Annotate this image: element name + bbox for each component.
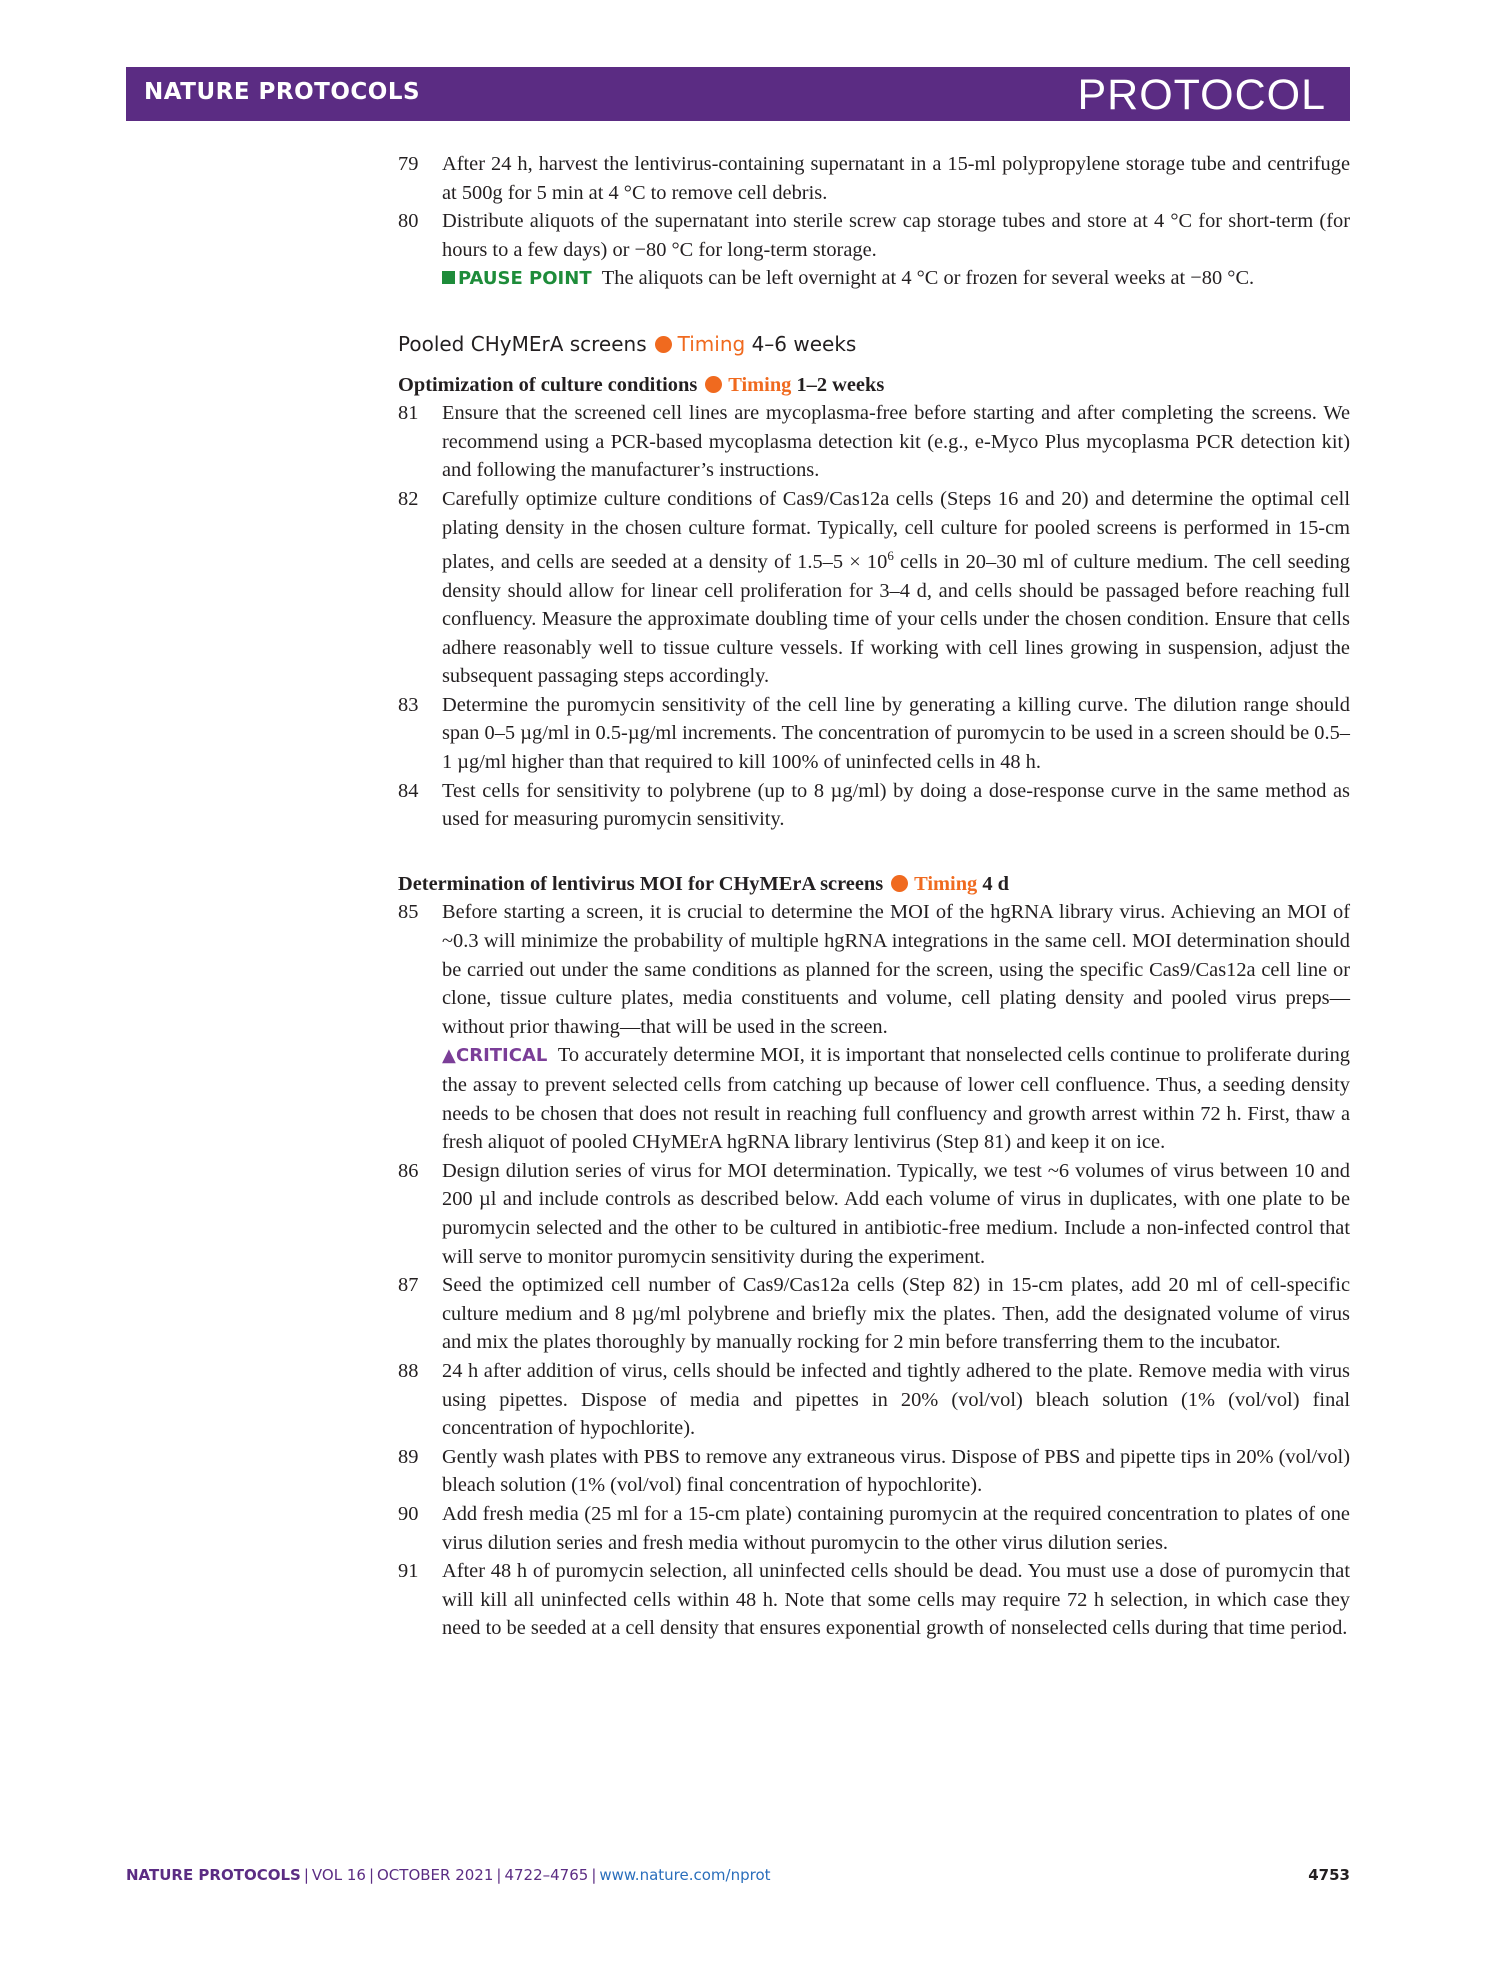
timing-value: 4 d: [982, 872, 1009, 895]
section-heading-pooled-screens: [398, 330, 1350, 359]
footer-pages: 4722–4765: [504, 1866, 589, 1884]
timing-dot-icon: [655, 336, 672, 353]
step-text: Before starting a screen, it is crucial to determine the MOI of the hgRNA library virus. Achieving an MOI of ~0.3 will minimize the probability of multiple hgRNA integrations in the same cell. MOI determination should be carried out under the same conditions as planned for the screen, using the specific Cas9/Cas12a cell line or clone, tissue culture plates, media constituents and volume, cell plating density and pooled virus preps—without prior thawing—that will be used in the screen.: [442, 901, 1350, 1038]
pause-point-label: PAUSE POINT: [458, 268, 592, 290]
step-80: [398, 207, 1350, 264]
timing-label: Timing: [677, 331, 746, 356]
step-text: Design dilution series of virus for MOI determination. Typically, we test ~6 volumes of virus between 10 and 200 µl and include controls as described below. Add each volume of virus in duplicates, with one plate to be puromycin selected and the other to be cultured in antibiotic-free medium. Include a non-infected control that will serve to monitor puromycin sensitivity during the experiment.: [442, 1159, 1350, 1268]
step-87: [398, 1271, 1350, 1357]
step-89: [398, 1443, 1350, 1500]
critical-triangle-icon: ▲: [442, 1045, 456, 1067]
pause-point-flag: [442, 268, 592, 289]
step-text: Gently wash plates with PBS to remove any extraneous virus. Dispose of PBS and pipette tips in 20% (vol/vol) bleach solution (1% (vol/vol) final concentration of hypochlorite).: [442, 1445, 1350, 1497]
step-number: 84: [398, 779, 419, 802]
step-text: Add fresh media (25 ml for a 15-cm plate) containing puromycin at the required concentration to plates of one virus dilution series and fresh media without puromycin to the other virus dilution series.: [442, 1502, 1350, 1554]
article-type: PROTOCOL: [1077, 71, 1326, 119]
step-number: 80: [398, 210, 419, 233]
step-number: 81: [398, 402, 419, 425]
footer-date: OCTOBER 2021: [377, 1866, 494, 1884]
step-text: Test cells for sensitivity to polybrene (up to 8 µg/ml) by doing a dose-response curve in the same method as used for measuring puromycin sensitivity.: [442, 779, 1350, 831]
step-text: Ensure that the screened cell lines are mycoplasma-free before starting and after completing the screens. We recommend using a PCR-based mycoplasma detection kit (e.g., e-Myco Plus mycoplasma PCR detection kit) and following the manufacturer’s instructions.: [442, 402, 1350, 482]
footer-citation: [126, 1866, 771, 1884]
step-86: [398, 1157, 1350, 1271]
step-90: [398, 1500, 1350, 1557]
step-text: After 24 h, harvest the lentivirus-containing supernatant in a 15-ml polypropylene storage tube and centrifuge at 500g for 5 min at 4 °C to remove cell debris.: [442, 153, 1350, 204]
step-number: 79: [398, 153, 419, 175]
step-83: [398, 691, 1350, 777]
step-82: [398, 485, 1350, 691]
step-84: [398, 777, 1350, 834]
step-number: 89: [398, 1445, 419, 1468]
step-text: 24 h after addition of virus, cells should be infected and tightly adhered to the plate. Remove media with virus using pipettes. Dispose of media and pipettes in 20% (vol/vol) bleach solution (1% (vol/vol) final concentration of hypochlorite).: [442, 1359, 1350, 1440]
page-footer: [126, 1866, 1350, 1884]
step-91: [398, 1557, 1350, 1643]
footer-separator: |: [303, 1866, 309, 1884]
subsection-title: Determination of lentivirus MOI for CHyMErA screens: [398, 872, 884, 895]
timing-dot-icon: [705, 376, 722, 393]
footer-separator: |: [368, 1866, 374, 1884]
step-85: [398, 898, 1350, 1041]
journal-header-banner: [126, 67, 1350, 121]
step-number: 85: [398, 901, 419, 924]
page-number: 4753: [1308, 1866, 1350, 1884]
step-number: 86: [398, 1159, 419, 1182]
step-text: [442, 485, 1350, 691]
step-number: 82: [398, 487, 419, 510]
pause-point-note: [398, 264, 1350, 294]
subsection-title: Optimization of culture conditions: [398, 373, 698, 396]
timing-dot-icon: [891, 875, 908, 892]
step-79: [398, 150, 1350, 207]
step-number: 88: [398, 1359, 419, 1382]
footer-url-link[interactable]: www.nature.com/nprot: [599, 1866, 771, 1884]
step-number: 83: [398, 693, 419, 716]
subsection-heading-moi: [398, 870, 1350, 899]
section-title: Pooled CHyMErA screens: [398, 331, 647, 356]
step-text-part: cells in 20–30 ml of culture medium. The cell seeding density should allow for linear cell proliferation for 3–4 d, and cells should be passaged before reaching full confluency. Measure the approximate doubling time of your cells under the chosen condition. Ensure that cells adhere reasonably well to tissue culture vessels. If working with cell lines growing in suspension, adjust the subsequent passaging steps accordingly.: [442, 550, 1350, 688]
critical-label: CRITICAL: [456, 1045, 548, 1067]
step-number: 87: [398, 1274, 419, 1297]
step-text: Distribute aliquots of the supernatant into sterile screw cap storage tubes and store at 4 °C for short-term (for hours to a few days) or −80 °C for long-term storage.: [442, 210, 1350, 261]
step-81: [398, 399, 1350, 485]
step-number: 90: [398, 1502, 419, 1525]
timing-label: Timing: [914, 872, 978, 895]
critical-note: [398, 1041, 1350, 1156]
critical-flag: [442, 1045, 547, 1066]
step-text: Determine the puromycin sensitivity of the cell line by generating a killing curve. The dilution range should span 0–5 µg/ml in 0.5-µg/ml increments. The concentration of puromycin to be used in a screen should be 0.5–1 µg/ml higher than that required to kill 100% of uninfected cells in 48 h.: [442, 693, 1350, 774]
pause-point-text: The aliquots can be left overnight at 4 °C or frozen for several weeks at −80 °C.: [601, 267, 1255, 290]
subsection-heading-optimization: [398, 371, 1350, 400]
step-text: Seed the optimized cell number of Cas9/Cas12a cells (Step 82) in 15-cm plates, add 20 ml of cell-specific culture medium and 8 µg/ml polybrene and briefly mix the plates. Then, add the designated volume of virus and mix the plates thoroughly by manually rocking for 2 min before transferring them to the incubator.: [442, 1274, 1350, 1354]
step-text: After 48 h of puromycin selection, all uninfected cells should be dead. You must use a dose of puromycin that will kill all uninfected cells within 48 h. Note that some cells may require 72 h selection, in which case they need to be seeded at a cell density that ensures exponential growth of nonselected cells during that time period.: [442, 1560, 1350, 1640]
footer-volume: VOL 16: [311, 1866, 366, 1884]
footer-separator: |: [591, 1866, 597, 1884]
step-text-part: Carefully optimize culture conditions of Cas9/Cas12a cells (Steps 16 and 20) and determine the optimal cell plating density in the chosen culture format. Typically, cell culture for pooled screens is performed in 15-cm plates, and cells are seeded at a density of 1.5–5 × 10: [442, 487, 1350, 573]
main-content: [398, 150, 1350, 1643]
journal-name: NATURE PROTOCOLS: [144, 79, 421, 105]
footer-separator: |: [496, 1866, 502, 1884]
timing-value: 4–6 weeks: [751, 331, 857, 356]
timing-value: 1–2 weeks: [796, 373, 885, 396]
superscript-exponent: 6: [887, 548, 894, 564]
critical-text: To accurately determine MOI, it is important that nonselected cells continue to proliferate during the assay to prevent selected cells from catching up because of lower cell confluence. Thus, a seeding density needs to be chosen that does not result in reaching full confluency and growth arrest within 72 h. First, thaw a fresh aliquot of pooled CHyMErA hgRNA library lentivirus (Step 81) and keep it on ice.: [442, 1044, 1350, 1154]
step-88: [398, 1357, 1350, 1443]
timing-label: Timing: [728, 373, 792, 396]
footer-journal: NATURE PROTOCOLS: [126, 1866, 301, 1884]
pause-square-icon: [442, 271, 455, 284]
step-number: 91: [398, 1560, 419, 1583]
